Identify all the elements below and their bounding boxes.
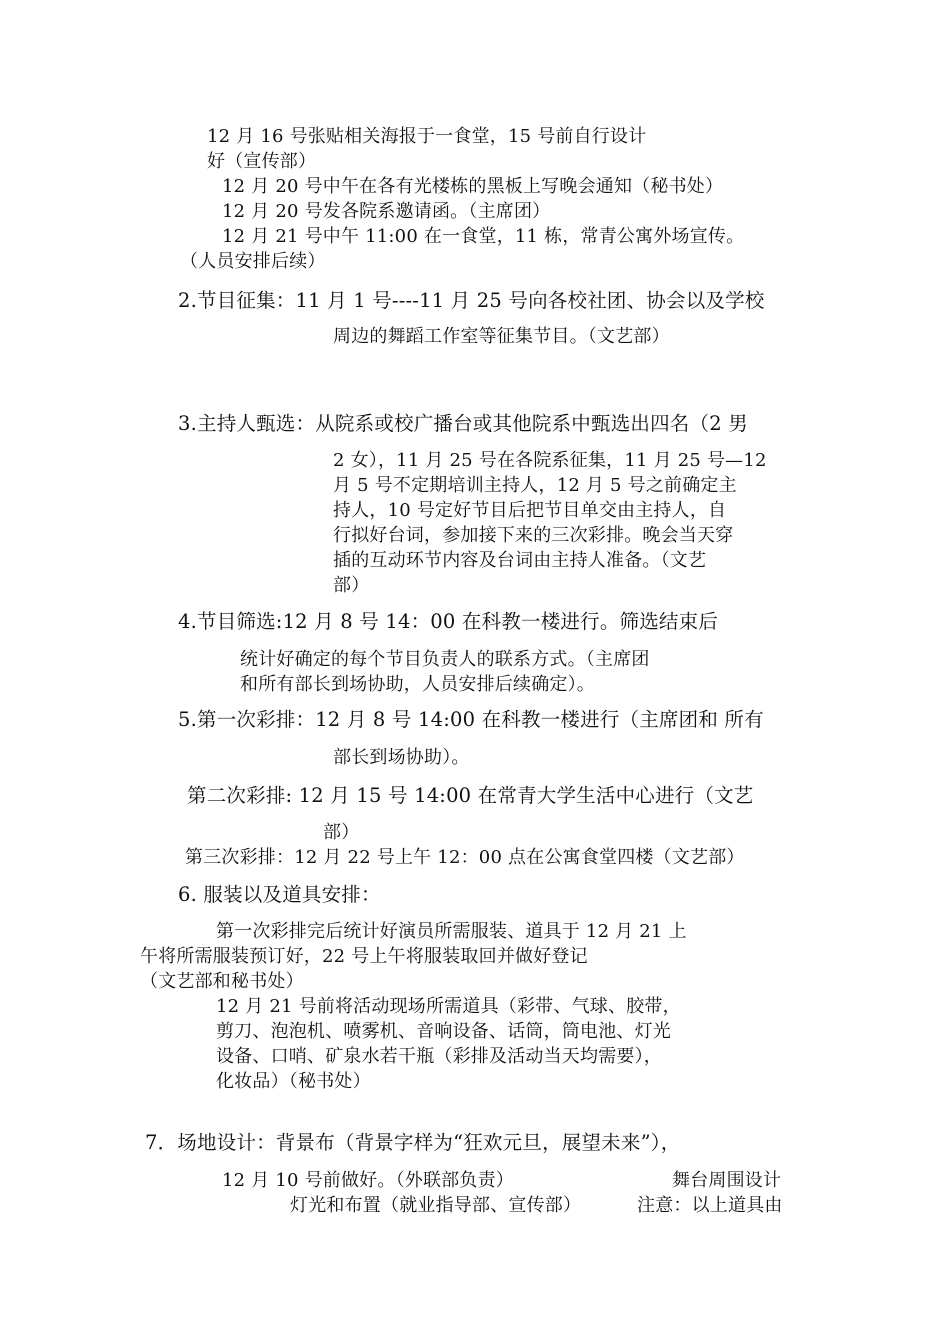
intro-line-6: （人员安排后续）	[180, 251, 326, 272]
section-3-line-6: 插的互动环节内容及台词由主持人准备。（文艺	[333, 550, 707, 571]
section-3-line-4: 持人，10 号定好节目后把节目单交由主持人，自	[333, 500, 727, 521]
section-6-line-8: 化妆品）（秘书处）	[216, 1071, 371, 1092]
section-2-line-2: 周边的舞蹈工作室等征集节目。（文艺部）	[333, 326, 670, 347]
intro-line-3: 12 月 20 号中午在各有光楼栋的黑板上写晚会通知（秘书处）	[222, 176, 724, 197]
section-7-line-3a: 灯光和布置（就业指导部、宣传部）	[290, 1195, 582, 1216]
section-6-line-1: 6. 服装以及道具安排：	[178, 883, 381, 906]
intro-line-5: 12 月 21 号中午 11:00 在一食堂，11 栋，常青公寓外场宣传。	[222, 226, 745, 247]
section-4-line-2: 统计好确定的每个节目负责人的联系方式。（主席团	[240, 649, 650, 670]
section-3-line-1: 3.主持人甄选：从院系或校广播台或其他院系中甄选出四名（2 男	[178, 412, 748, 435]
section-5-line-5: 第三次彩排：12 月 22 号上午 12：00 点在公寓食堂四楼（文艺部）	[185, 847, 745, 868]
section-7-line-2b: 舞台周围设计	[672, 1170, 782, 1191]
section-3-line-2: 2 女），11 月 25 号在各院系征集，11 月 25 号—12	[333, 450, 767, 471]
section-3-line-3: 月 5 号不定期培训主持人，12 月 5 号之前确定主	[333, 475, 737, 496]
section-5-line-2: 部长到场协助）。	[333, 747, 470, 768]
section-6-line-4: （文艺部和秘书处）	[140, 971, 304, 992]
section-6-line-3: 午将所需服装预订好，22 号上午将服装取回并做好登记	[140, 946, 588, 967]
section-6-line-2: 第一次彩排完后统计好演员所需服装、道具于 12 月 21 上	[216, 921, 687, 942]
section-5-line-4: 部）	[323, 822, 360, 843]
intro-line-4: 12 月 20 号发各院系邀请函。（主席团）	[222, 201, 551, 222]
intro-line-1: 12 月 16 号张贴相关海报于一食堂，15 号前自行设计	[207, 126, 647, 147]
section-7-line-3b: 注意：以上道具由	[637, 1195, 783, 1216]
section-7-line-2a: 12 月 10 号前做好。（外联部负责）	[222, 1170, 514, 1191]
section-6-line-5: 12 月 21 号前将活动现场所需道具（彩带、气球、胶带，	[216, 996, 681, 1017]
section-3-line-5: 行拟好台词，参加接下来的三次彩排。晚会当天穿	[333, 525, 734, 546]
section-5-line-3: 第二次彩排: 12 月 15 号 14:00 在常青大学生活中心进行（文艺	[187, 784, 754, 807]
section-4-line-1: 4.节目筛选:12 月 8 号 14：00 在科教一楼进行。筛选结束后	[178, 610, 719, 633]
section-5-line-1: 5.第一次彩排：12 月 8 号 14:00 在科教一楼进行（主席团和 所有	[178, 708, 764, 731]
section-3-line-7: 部）	[333, 575, 370, 596]
section-6-line-7: 设备、口哨、矿泉水若干瓶（彩排及活动当天均需要），	[216, 1046, 662, 1067]
intro-line-2: 好（宣传部）	[207, 151, 317, 172]
section-6-line-6: 剪刀、泡泡机、喷雾机、音响设备、话筒，筒电池、灯光	[216, 1021, 671, 1042]
section-4-line-3: 和所有部长到场协助，人员安排后续确定）。	[240, 674, 595, 695]
section-7-line-1: 7．场地设计：背景布（背景字样为“狂欢元旦，展望未来”），	[145, 1131, 681, 1154]
section-2-line-1: 2.节目征集：11 月 1 号----11 月 25 号向各校社团、协会以及学校	[178, 289, 765, 312]
